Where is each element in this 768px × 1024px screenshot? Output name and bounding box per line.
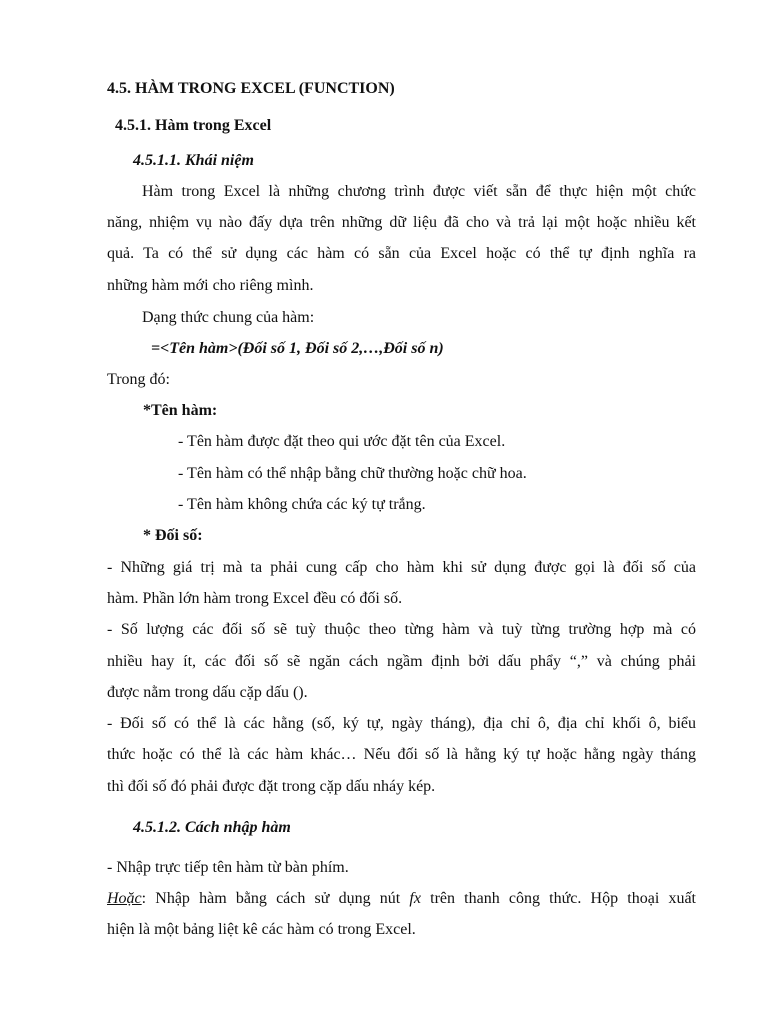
paragraph-line: quả. Ta có thể sử dụng các hàm có sẵn của Excel hoặc có thể tự định nghĩa ra: [107, 245, 696, 262]
heading-section-4-5-1: 4.5.1. Hàm trong Excel: [115, 117, 272, 134]
syntax-formula: =<Tên hàm>(Đối số 1, Đối số 2,…,Đối số n): [151, 340, 444, 357]
paragraph-line: [107, 889, 696, 909]
paragraph-line: thì đối số đó phải được đặt trong cặp dấu nháy kép.: [107, 778, 436, 795]
paragraph-line: - Những giá trị mà ta phải cung cấp cho hàm khi sử dụng được gọi là đối số của: [107, 559, 696, 576]
paragraph-line: - Nhập trực tiếp tên hàm từ bàn phím.: [107, 859, 349, 876]
heading-entering-functions: 4.5.1.2. Cách nhập hàm: [133, 819, 291, 836]
function-name-rule: - Tên hàm được đặt theo qui ước đặt tên của Excel.: [178, 433, 506, 450]
function-name-rule: - Tên hàm có thể nhập bằng chữ thường hoặc chữ hoa.: [178, 465, 527, 482]
paragraph-line: Hàm trong Excel là những chương trình được viết sẵn để thực hiện một chức: [142, 183, 696, 200]
heading-concept: 4.5.1.1. Khái niệm: [133, 152, 254, 169]
syntax-label: Dạng thức chung của hàm:: [142, 309, 315, 326]
text-run: trên thanh công thức. Hộp thoại xuất: [420, 890, 696, 907]
paragraph-line: nhiều hay ít, các đối số sẽ ngăn cách ngầm định bởi dấu phẩy “,” và chúng phải: [107, 653, 696, 670]
paragraph-line: hiện là một bảng liệt kê các hàm có trong Excel.: [107, 921, 416, 938]
function-name-heading: *Tên hàm:: [143, 402, 218, 419]
or-label: Hoặc: [107, 890, 142, 907]
paragraph-line: - Đối số có thể là các hằng (số, ký tự, ngày tháng), địa chỉ ô, địa chỉ khối ô, biểu: [107, 715, 696, 732]
paragraph-line: hàm. Phần lớn hàm trong Excel đều có đối số.: [107, 590, 403, 607]
paragraph-line: thức hoặc có thể là các hàm khác… Nếu đối số là hằng ký tự hoặc hằng ngày tháng: [107, 746, 696, 763]
paragraph-line: được nằm trong dấu cặp dấu ().: [107, 684, 308, 701]
function-name-rule: - Tên hàm không chứa các ký tự trắng.: [178, 496, 426, 513]
arguments-heading: * Đối số:: [143, 527, 203, 544]
paragraph-line: - Số lượng các đối số sẽ tuỳ thuộc theo từng hàm và tuỳ từng trường hợp mà có: [107, 621, 696, 638]
where-label: Trong đó:: [107, 371, 170, 388]
paragraph-line: những hàm mới cho riêng mình.: [107, 277, 314, 294]
paragraph-line: năng, nhiệm vụ nào đấy dựa trên những dữ liệu đã cho và trả lại một hoặc nhiều kết: [107, 214, 696, 231]
fx-label: fx: [409, 890, 421, 907]
heading-section-4-5: 4.5. HÀM TRONG EXCEL (FUNCTION): [107, 80, 395, 97]
text-run: : Nhập hàm bằng cách sử dụng nút: [141, 890, 410, 907]
